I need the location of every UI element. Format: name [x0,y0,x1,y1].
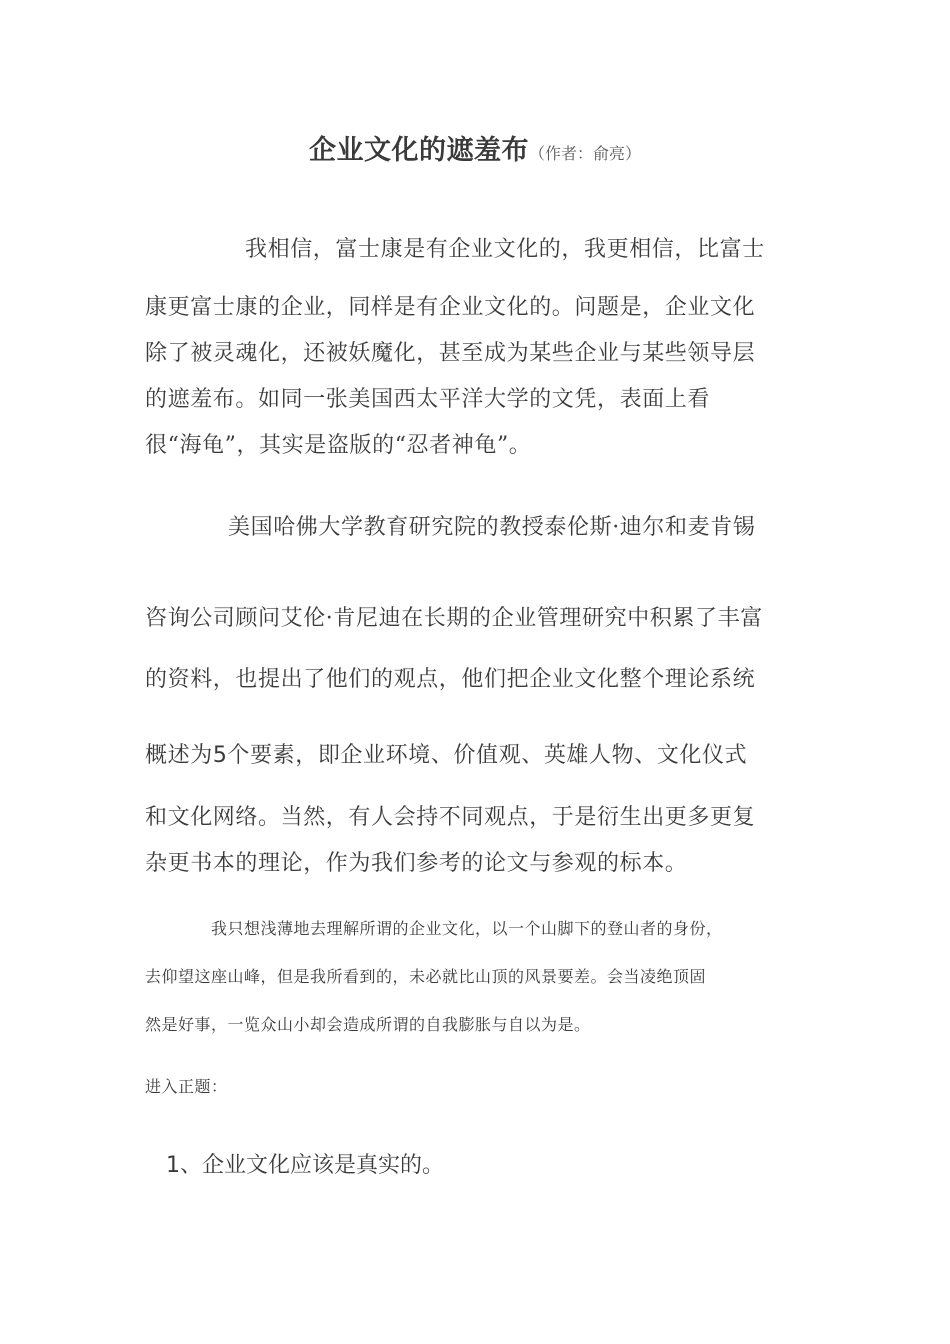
paragraph-2-line-4-start: 概述为 [145,743,213,768]
paragraph-2-line-4 [145,738,747,769]
paragraph-2-line-6: 杂更书本的理论，作为我们参考的论文与参观的标本。 [145,851,688,876]
paragraph-1-line-1: 我相信，富士康是有企业文化的，我更相信，比富士 [245,237,765,262]
paragraph-1-line-3: 除了被灵魂化，还被妖魔化，甚至成为某些企业与某些领导层 [145,341,756,366]
document-title: 企业文化的遮羞布 [308,135,529,166]
paragraph-3-line-2: 去仰望这座山峰，但是我所看到的，未必就比山顶的风景要差。会当凌绝顶固 [145,967,707,986]
list-item-1-number: 1 [166,1153,180,1178]
paragraph-3-line-1: 我只想浅薄地去理解所谓的企业文化，以一个山脚下的登山者的身份， [211,919,723,938]
paragraph-2-line-2: 咨询公司顾问艾伦·肯尼迪在长期的企业管理研究中积累了丰富 [145,606,763,631]
paragraph-1-line-2: 康更富士康的企业，同样是有企业文化的。问题是，企业文化 [145,295,756,320]
author-note: （作者：俞亮） [528,144,641,163]
paragraph-2-line-1: 美国哈佛大学教育研究院的教授泰伦斯·迪尔和麦肯锡 [228,515,756,540]
list-item-1-text: 、企业文化应该是真实的。 [180,1153,445,1178]
paragraph-1-line-4: 的遮羞布。如同一张美国西太平洋大学的文凭，表面上看 [145,387,711,412]
paragraph-1-line-5: 很“海龟”，其实是盗版的“忍者神龟”。 [145,433,532,458]
document-title-line [0,128,950,167]
paragraph-2-line-3: 的资料，也提出了他们的观点，他们把企业文化整个理论系统 [145,667,756,692]
paragraph-2-line-5: 和文化网络。当然，有人会持不同观点，于是衍生出更多更复 [145,805,756,830]
paragraph-3-line-3: 然是好事，一览众山小却会造成所谓的自我膨胀与自以为是。 [145,1015,591,1034]
lead-in: 进入正题： [145,1077,228,1096]
paragraph-2-line-4-end: 个要素，即企业环境、价值观、英雄人物、文化仪式 [227,743,748,768]
element-count: 5 [212,743,228,768]
list-item-1 [166,1148,444,1179]
